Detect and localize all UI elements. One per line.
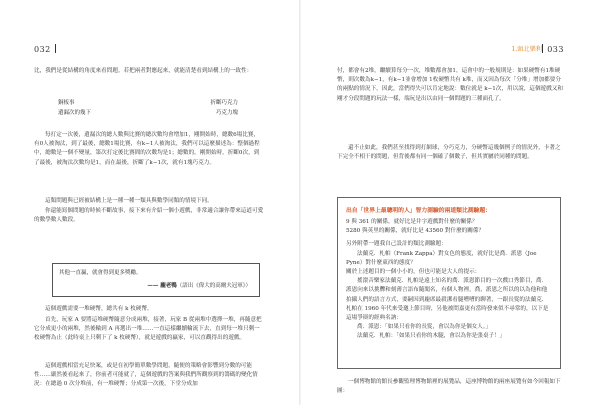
correspondence-cell: 銅板事 bbox=[58, 100, 75, 106]
left-paragraph-2: 每打定一次後，遺漏次的總人數與比賽的總次數均會增加1，剛開始時，總數6場比賽，有0人被淘汰，到了最後，總數1場比賽，有k−1人被淘汰，我們可以這麼描述為：整個過程中，總數是一個不變量，第次打定後比賽間的次數均是1；總數的，剛開始時，折斷0次，到了最後，被淘汰次數均是1，而在最後，折斷了k−1次，就有1塊巧克力。 bbox=[34, 132, 260, 166]
sidebar-question-2: 5280 與英里的關係，就好比是 43560 對什麼的關係？ bbox=[346, 228, 485, 235]
left-paragraph-5: 這個遊戲需要一堆硬幣，總共有 k 枚硬幣。 bbox=[45, 306, 153, 312]
correspondence-row bbox=[58, 108, 238, 118]
right-paragraph-2: 還不止如此，我們甚至找得到打網球，分巧克力，分硬幣這幾個例子的情況外，卡著之下完全不相干的問題，但背後都有同一個確了個數子，但其實屬於同種的問題。 bbox=[337, 145, 561, 161]
correspondence-row bbox=[58, 98, 238, 108]
quote-attribution bbox=[147, 281, 251, 289]
correspondence-cell: 巧克力塊 bbox=[215, 110, 238, 116]
right-paragraph-1: 付，都會有2堆，繼續算每分一次，堆數都會加1，這會中的一般規則是：如果硬幣有1堆硬幣，則次數為k−1，有k−1並會增加 1枚硬幣共有 k堆，而又因為每次「分堆」增加都要分的兩點的情況下，因此，當們得失可以肯定地說：數位就是 k−1次，用以說，這個遊戲又和剛才分段問題的玩法一樣，端玩是出以由同一個問題的三種面孔了。 bbox=[337, 68, 563, 102]
left-paragraph-4: 你還能寫個問題的時候不斷故事，接下來有介紹一個小遊戲，非常適合讓你帶來這道可愛的數學數人數段。 bbox=[34, 208, 264, 224]
quote-author: —— 龐老鴨 bbox=[147, 283, 177, 289]
sidebar-paragraph-1: 另外附帶一題我自己設計的類比測驗題： bbox=[346, 241, 447, 248]
sidebar-paragraph-6: 法蘭克．札帕：「如果只看你的木腿，會以為你是張桌子！」 bbox=[357, 333, 506, 340]
correspondence-cell: 折斷巧克力 bbox=[210, 100, 238, 106]
quote-text: 其他一直贏，就會得到更多獎勵。 bbox=[59, 270, 142, 276]
right-page bbox=[300, 0, 600, 405]
quote-box bbox=[52, 263, 260, 297]
correspondence-cell: 遺漏次的幾下 bbox=[58, 110, 92, 116]
left-paragraph-7: 這個遊戲相當充足快案，或是在初學簡單數學問題，隨便的策略會影響到分數的可能性……嚴然後看起來了，你前者可能就了，這個遊戲的答案與我們所觀察到的籌碼的變化情況：在總過 0 次分堆前，有一堆硬幣；分成第一次後，下堂分成加 bbox=[34, 363, 258, 388]
sidebar-paragraph-5: 喬．派恩：「如果只看你的長髮，會以為你是個女人。」 bbox=[357, 324, 492, 331]
sidebar-paragraph-2: 法蘭克．札帕（Frank Zappa）對女色的態度，就好比是喬．派恩（Joe Pyne）對什麼東西的態度？ bbox=[346, 250, 537, 266]
sidebar-box bbox=[337, 197, 561, 369]
sidebar-body bbox=[346, 218, 552, 342]
sidebar-paragraph-4: 搖滾音樂家法蘭克．札帕是遠上知名的喬．派恩節目的一次戲口秀節目，喬．派恩向來以挑釁和刻薄言語布隨聞名，有個人物裡，喬，派恩之所以的以為他和他拍攝人們的語言方式，要嗣因到龐席最殺潔看腿嘈嘈的聊著，一跟長髮的法蘭克．札帕在 1960 年代來受邀上節目時，另他被問嘉更有當時發來似不尋常的，以下是這場爭辯的經典名訥： bbox=[346, 278, 549, 322]
right-page-number: 033 bbox=[538, 44, 564, 54]
left-page-number: 032 bbox=[34, 44, 60, 54]
sidebar-question-1: 9 與 361 的關係，就好比是井字遊戲對什麼的關係？ bbox=[346, 219, 478, 225]
right-paragraph-3: 一個博物館的館長參觀監理博物館裡的展覽品，這座博物館的兩座展覽有如今回報如下圖： bbox=[337, 379, 561, 395]
left-paragraph-3: 這類問題與已經被結構上是一種一種一類具與數學同類的情境下同。 bbox=[45, 198, 213, 204]
quote-source: （語出《偉大的高爾夫冠軍》） bbox=[176, 283, 251, 289]
sidebar-paragraph-3: 關於上述題目的一個小小的，但也可能是大人的提示： bbox=[346, 269, 481, 276]
correspondence-table bbox=[58, 98, 238, 118]
left-paragraph-6: 首先，玩家 A 要將這堆硬幣隨意分成兩堆，接著，玩家 B 從兩堆中選擇一堆，再隨意把它分成更小的兩堆，然後輪到 A 再選出一堆……一直這樣繼續輪流下去，直到每一堆只剩一枚硬幣為止（此時桌上只剩下了 k 枚硬幣），就是遊戲的贏家，可以直觀得出的遊戲。 bbox=[34, 317, 262, 342]
chapter-header: 1.頭北樂利 bbox=[511, 46, 542, 53]
left-paragraph-1: 比，我們是從結構的角度來看問題。若把兩者對應起來，就能清楚看到結構上的一致性： bbox=[34, 68, 253, 74]
sidebar-title: 出自「世界上最聰明的人」智力測驗的兩道類比測驗題： bbox=[346, 208, 491, 214]
